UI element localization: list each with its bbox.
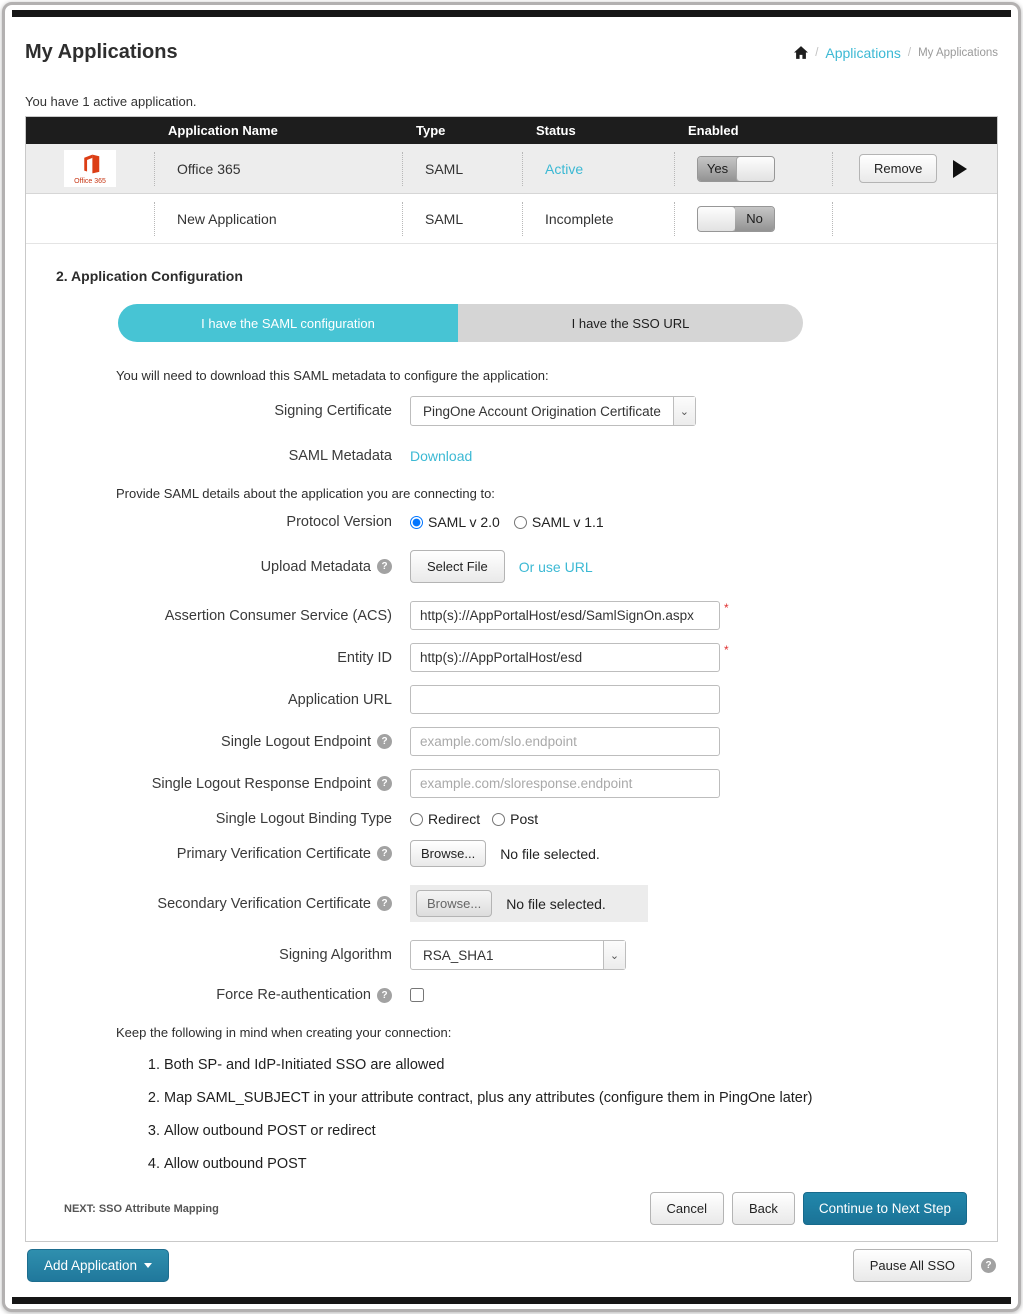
app-name-cell: Office 365 bbox=[154, 152, 402, 186]
help-icon[interactable]: ? bbox=[377, 776, 392, 791]
help-icon[interactable]: ? bbox=[377, 988, 392, 1003]
primary-cert-row bbox=[56, 840, 969, 867]
chevron-down-icon: ⌄ bbox=[603, 941, 625, 969]
acs-label: Assertion Consumer Service (ACS) bbox=[164, 607, 392, 624]
help-icon[interactable]: ? bbox=[377, 846, 392, 861]
signing-algorithm-value: RSA_SHA1 bbox=[423, 947, 494, 963]
download-note: You will need to download this SAML metadata to configure the application: bbox=[116, 368, 549, 383]
or-use-url-link[interactable]: Or use URL bbox=[518, 558, 593, 575]
entity-id-row bbox=[56, 643, 969, 672]
protocol-saml20-radio[interactable] bbox=[410, 516, 423, 529]
protocol-saml11-option[interactable]: SAML v 1.1 bbox=[514, 514, 604, 530]
app-status-cell: Incomplete bbox=[522, 202, 674, 236]
table-row-new-application bbox=[26, 194, 997, 244]
back-button[interactable]: Back bbox=[732, 1192, 795, 1225]
breadcrumb-link-applications[interactable]: Applications bbox=[825, 44, 901, 61]
secondary-cert-browse-button[interactable]: Browse... bbox=[416, 890, 492, 917]
select-file-button[interactable]: Select File bbox=[410, 550, 505, 583]
secondary-cert-file-status: No file selected. bbox=[506, 895, 606, 912]
upload-metadata-label: Upload Metadata bbox=[260, 558, 371, 575]
toggle-yes-label: Yes bbox=[698, 157, 737, 181]
section-title: 2. Application Configuration bbox=[56, 268, 243, 284]
download-link[interactable]: Download bbox=[410, 448, 473, 464]
signing-certificate-value: PingOne Account Origination Certificate bbox=[423, 403, 661, 419]
slo-response-endpoint-input[interactable] bbox=[410, 769, 720, 798]
slo-binding-type-label: Single Logout Binding Type bbox=[215, 811, 392, 827]
binding-post-option[interactable]: Post bbox=[492, 811, 538, 827]
notes-title: Keep the following in mind when creating your connection: bbox=[116, 1025, 452, 1040]
office-365-logo bbox=[64, 150, 116, 187]
tab-sso-url[interactable]: I have the SSO URL bbox=[458, 304, 803, 342]
config-tabs bbox=[118, 304, 803, 342]
details-note: Provide SAML details about the application you are connecting to: bbox=[116, 486, 495, 501]
applications-panel bbox=[25, 116, 998, 1242]
tab-saml-configuration[interactable]: I have the SAML configuration bbox=[118, 304, 458, 342]
signing-certificate-select[interactable] bbox=[410, 396, 696, 426]
app-enabled-cell bbox=[674, 152, 832, 186]
breadcrumb-separator: / bbox=[907, 46, 912, 59]
entity-id-input[interactable] bbox=[410, 643, 720, 672]
home-icon[interactable] bbox=[794, 46, 808, 59]
panel-actions-row bbox=[26, 1186, 997, 1241]
slo-endpoint-row bbox=[56, 727, 969, 756]
saml-metadata-row bbox=[56, 448, 969, 464]
toggle-no-label: No bbox=[735, 207, 774, 231]
page-content bbox=[5, 17, 1018, 1297]
pause-sso-help-icon[interactable]: ? bbox=[981, 1258, 996, 1273]
secondary-cert-row bbox=[56, 885, 969, 922]
help-icon[interactable]: ? bbox=[377, 896, 392, 911]
required-marker: * bbox=[724, 643, 729, 657]
slo-binding-type-row bbox=[56, 811, 969, 827]
app-name-cell: New Application bbox=[154, 202, 402, 236]
note-item: 2. Map SAML_SUBJECT in your attribute contract, plus any attributes (configure them in PingOne later) bbox=[164, 1090, 969, 1106]
office-365-logo-label: Office 365 bbox=[74, 178, 106, 185]
connection-notes-list bbox=[164, 1057, 969, 1172]
page-title: My Applications bbox=[25, 41, 178, 63]
toggle-knob bbox=[697, 206, 736, 232]
note-item: 4. Allow outbound POST bbox=[164, 1156, 969, 1172]
application-url-input[interactable] bbox=[410, 685, 720, 714]
primary-cert-browse-button[interactable]: Browse... bbox=[410, 840, 486, 867]
slo-endpoint-input[interactable] bbox=[410, 727, 720, 756]
app-type-cell: SAML bbox=[402, 202, 522, 236]
binding-redirect-option[interactable]: Redirect bbox=[410, 811, 480, 827]
protocol-saml20-option[interactable]: SAML v 2.0 bbox=[410, 514, 500, 530]
app-type-cell: SAML bbox=[402, 152, 522, 186]
header-type: Type bbox=[416, 123, 446, 138]
upload-metadata-row bbox=[56, 550, 969, 583]
help-icon[interactable]: ? bbox=[377, 734, 392, 749]
app-window bbox=[2, 2, 1021, 1312]
saml-metadata-label: SAML Metadata bbox=[288, 448, 392, 464]
app-icon-cell bbox=[26, 202, 154, 236]
primary-cert-file-status: No file selected. bbox=[500, 845, 600, 862]
force-reauth-checkbox[interactable] bbox=[410, 988, 424, 1002]
application-configuration-section bbox=[26, 244, 997, 1186]
slo-response-endpoint-row bbox=[56, 769, 969, 798]
force-reauth-row bbox=[56, 987, 969, 1003]
signing-algorithm-label: Signing Algorithm bbox=[279, 947, 392, 963]
help-icon[interactable]: ? bbox=[377, 559, 392, 574]
window-bottom-edge bbox=[12, 1297, 1011, 1304]
app-enabled-cell bbox=[674, 202, 832, 236]
slo-endpoint-label: Single Logout Endpoint bbox=[221, 733, 371, 750]
header-status: Status bbox=[536, 123, 576, 138]
pause-all-sso-button[interactable]: Pause All SSO bbox=[853, 1249, 972, 1282]
note-item: 3. Allow outbound POST or redirect bbox=[164, 1123, 969, 1139]
protocol-saml11-radio[interactable] bbox=[514, 516, 527, 529]
page-footer bbox=[25, 1249, 998, 1282]
application-url-label: Application URL bbox=[288, 691, 392, 708]
app-actions-cell bbox=[832, 152, 997, 186]
table-row-office-365 bbox=[26, 144, 997, 194]
breadcrumb-separator: / bbox=[815, 46, 819, 59]
app-status-cell: Active bbox=[522, 152, 674, 186]
chevron-down-icon: ⌄ bbox=[673, 397, 695, 425]
acs-row bbox=[56, 601, 969, 630]
acs-input[interactable] bbox=[410, 601, 720, 630]
slo-response-endpoint-label: Single Logout Response Endpoint bbox=[151, 775, 371, 792]
force-reauth-label: Force Re-authentication bbox=[216, 987, 371, 1003]
remove-button[interactable]: Remove bbox=[859, 154, 937, 183]
window-top-edge bbox=[12, 10, 1011, 17]
breadcrumb-current: My Applications bbox=[918, 46, 998, 59]
application-url-row bbox=[56, 685, 969, 714]
app-actions-cell bbox=[832, 202, 997, 236]
header-enabled: Enabled bbox=[688, 123, 739, 138]
active-application-note: You have 1 active application. bbox=[25, 94, 197, 109]
cancel-button[interactable]: Cancel bbox=[650, 1192, 724, 1225]
continue-next-step-button[interactable]: Continue to Next Step bbox=[803, 1192, 967, 1225]
signing-algorithm-select[interactable] bbox=[410, 940, 626, 970]
next-step-label: NEXT: SSO Attribute Mapping bbox=[64, 1202, 219, 1215]
page-header bbox=[25, 41, 998, 64]
secondary-cert-upload-area bbox=[410, 885, 648, 922]
required-marker: * bbox=[724, 601, 729, 615]
enabled-toggle-no[interactable] bbox=[697, 206, 775, 232]
binding-redirect-radio[interactable] bbox=[410, 813, 423, 826]
signing-algorithm-row bbox=[56, 940, 969, 970]
breadcrumb bbox=[794, 45, 998, 61]
add-application-button[interactable]: Add Application bbox=[27, 1249, 169, 1282]
protocol-version-row bbox=[56, 514, 969, 530]
secondary-cert-label: Secondary Verification Certificate bbox=[157, 895, 371, 912]
expand-arrow-icon[interactable] bbox=[953, 160, 967, 178]
primary-cert-label: Primary Verification Certificate bbox=[176, 845, 371, 862]
protocol-version-label: Protocol Version bbox=[286, 514, 392, 530]
toggle-knob bbox=[736, 156, 775, 182]
enabled-toggle-yes[interactable] bbox=[697, 156, 775, 182]
app-icon-cell bbox=[26, 152, 154, 186]
note-item: 1. Both SP- and IdP-Initiated SSO are allowed bbox=[164, 1057, 969, 1073]
caret-down-icon bbox=[144, 1263, 152, 1268]
signing-certificate-row bbox=[56, 396, 969, 426]
signing-certificate-label: Signing Certificate bbox=[274, 403, 392, 419]
binding-post-radio[interactable] bbox=[492, 813, 505, 826]
table-header-row bbox=[26, 117, 997, 144]
entity-id-label: Entity ID bbox=[337, 649, 392, 666]
header-application-name: Application Name bbox=[168, 123, 278, 138]
